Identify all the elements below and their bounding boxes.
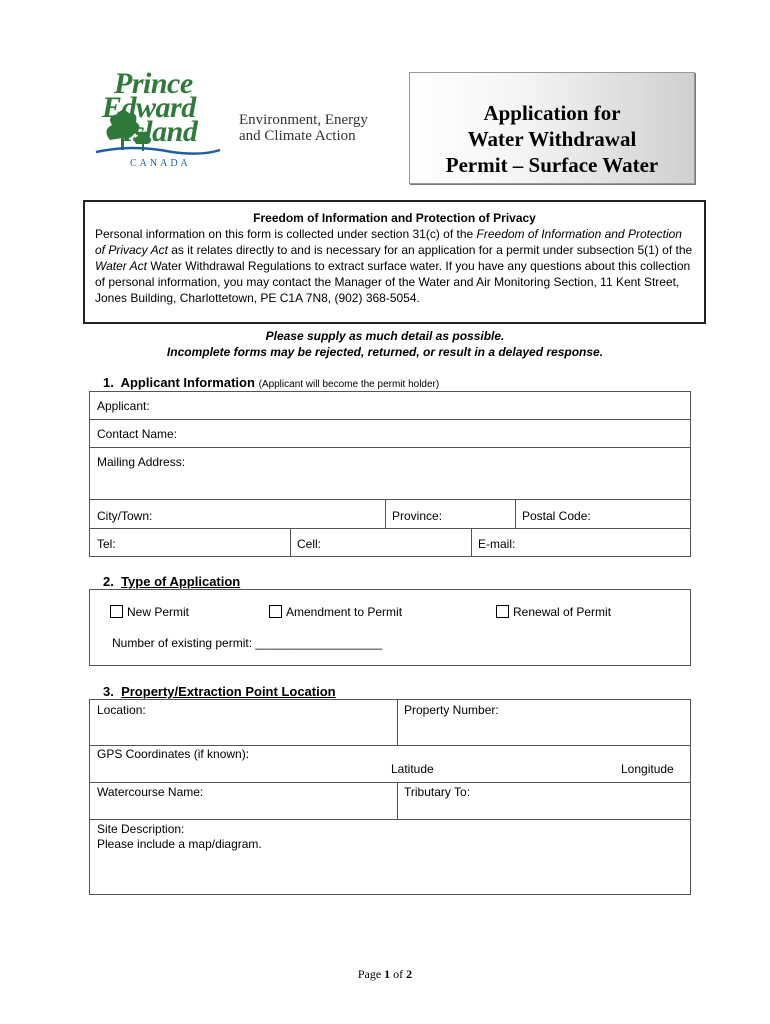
existing-permit-number-field[interactable]: Number of existing permit: ___________________ [112, 636, 383, 650]
tel-field[interactable]: Tel: [97, 537, 116, 551]
row-divider [90, 499, 690, 500]
logo-word-prince: Prince [114, 67, 193, 100]
new-permit-option[interactable] [110, 605, 189, 619]
row-divider [90, 528, 690, 529]
site-description-hint: Please include a map/diagram. [97, 837, 262, 851]
section-2-number: 2. [103, 574, 114, 589]
water-act-name: Water Act [95, 259, 148, 273]
column-divider [397, 782, 398, 819]
section-3-title: Property/Extraction Point Location [121, 684, 336, 699]
logo-word-edward: Edward [102, 91, 196, 124]
amendment-label: Amendment to Permit [286, 605, 403, 619]
privacy-text [95, 226, 693, 306]
section-2-title: Type of Application [121, 574, 241, 589]
site-description-field[interactable]: Site Description: [97, 822, 185, 836]
gps-coordinates-field[interactable]: GPS Coordinates (if known): [97, 747, 250, 761]
section-1-title: Applicant Information [120, 375, 255, 390]
section-1-heading [103, 375, 439, 390]
mailing-address-field[interactable]: Mailing Address: [97, 455, 186, 469]
row-divider [90, 745, 690, 746]
pei-logo [92, 67, 392, 180]
form-title-line-3: Permit – Surface Water [445, 153, 659, 177]
section-2-heading [103, 574, 240, 589]
row-divider [90, 447, 690, 448]
form-title-line-1: Application for [483, 101, 621, 125]
instruction-line-1: Please supply as much detail as possible. [265, 329, 505, 343]
property-number-field[interactable]: Property Number: [404, 703, 499, 717]
new-permit-checkbox[interactable] [110, 605, 123, 618]
current-page: 1 [384, 967, 391, 981]
row-divider [90, 819, 690, 820]
total-pages: 2 [406, 967, 413, 981]
department-line-1: Environment, Energy [239, 112, 368, 128]
property-location-table [89, 699, 691, 895]
column-divider [397, 700, 398, 745]
amendment-option[interactable] [269, 605, 402, 619]
section-3-number: 3. [103, 684, 114, 699]
page-number [0, 967, 770, 982]
column-divider [385, 499, 386, 528]
privacy-act-name: Freedom of Information and Protection of Privacy Act [95, 227, 682, 257]
city-field[interactable]: City/Town: [97, 509, 153, 523]
amendment-checkbox[interactable] [269, 605, 282, 618]
province-field[interactable]: Province: [392, 509, 443, 523]
logo-word-island: Island [122, 115, 198, 148]
tributary-field[interactable]: Tributary To: [404, 785, 471, 799]
page-word: Page [357, 967, 382, 981]
renewal-label: Renewal of Permit [513, 605, 612, 619]
column-divider [290, 528, 291, 557]
column-divider [471, 528, 472, 557]
row-divider [90, 782, 690, 783]
of-word: of [393, 967, 404, 981]
renewal-checkbox[interactable] [496, 605, 509, 618]
renewal-option[interactable] [496, 605, 611, 619]
privacy-heading: Freedom of Information and Protection of Privacy [253, 211, 536, 225]
section-1-subtitle: (Applicant will become the permit holder) [258, 379, 440, 390]
logo-country: CANADA [130, 158, 191, 169]
email-field[interactable]: E-mail: [478, 537, 516, 551]
privacy-text-part-3: Water Withdrawal Regulations to extract surface water. If you have any questions about this collection of personal information, you may contact the Manager of the Water and Air Monitoring Section, 11 Kent Street, Jones Building, Charlottetown, PE C1A 7N8, (902) 368-5054. [95, 259, 691, 305]
longitude-label: Longitude [621, 762, 674, 776]
section-3-heading [103, 684, 336, 699]
applicant-field[interactable]: Applicant: [97, 399, 150, 413]
cell-field[interactable]: Cell: [297, 537, 322, 551]
contact-name-field[interactable]: Contact Name: [97, 427, 178, 441]
watercourse-name-field[interactable]: Watercourse Name: [97, 785, 204, 799]
privacy-text-part-1: Personal information on this form is collected under section 31(c) of the [95, 227, 477, 241]
form-title-box [409, 72, 695, 184]
form-title-line-2: Water Withdrawal [467, 127, 637, 151]
instruction-line-2: Incomplete forms may be rejected, returned, or result in a delayed response. [166, 345, 604, 359]
column-divider [515, 499, 516, 528]
department-line-2: and Climate Action [239, 128, 356, 144]
privacy-notice [83, 200, 706, 324]
privacy-text-part-2: as it relates directly to and is necessary for an application for a permit under subsection 5(1) of the [167, 243, 693, 257]
postal-code-field[interactable]: Postal Code: [522, 509, 591, 523]
new-permit-label: New Permit [127, 605, 190, 619]
application-type-box [89, 589, 691, 666]
department-name [239, 112, 368, 144]
section-1-number: 1. [103, 375, 114, 390]
location-field[interactable]: Location: [97, 703, 146, 717]
latitude-label: Latitude [391, 762, 434, 776]
row-divider [90, 419, 690, 420]
applicant-info-table [89, 391, 691, 557]
